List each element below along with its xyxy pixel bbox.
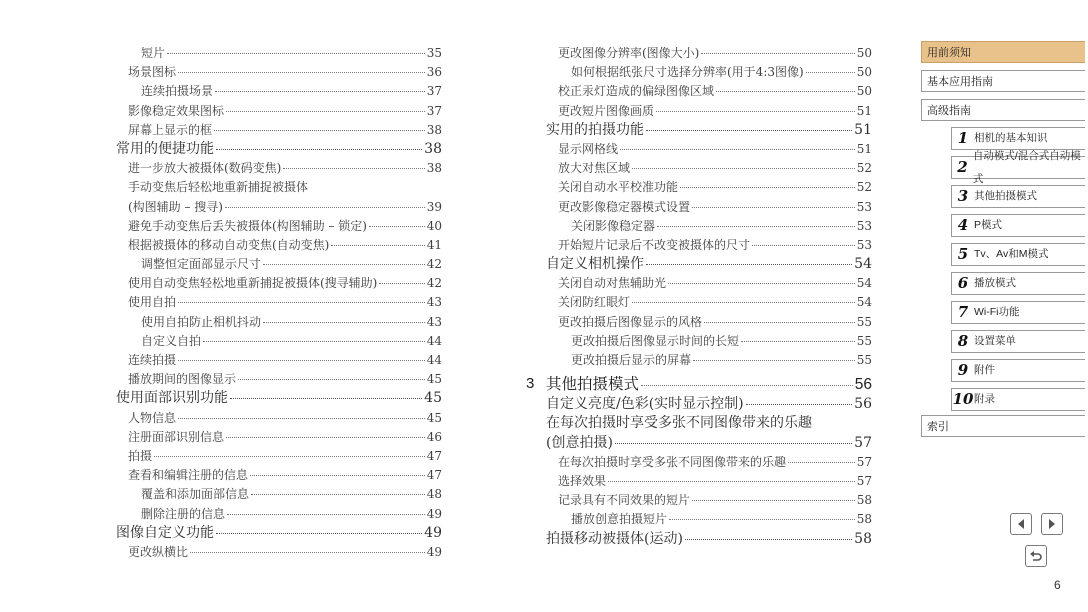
dot-leader xyxy=(752,245,855,246)
toc-entry-title: 实用的拍摄功能 xyxy=(546,121,644,138)
toc-entry-title: 播放创意拍摄短片 xyxy=(571,512,668,527)
toc-entry-page: 55 xyxy=(856,314,872,329)
toc-entry-title: 删除注册的信息 xyxy=(141,506,226,521)
toc-entry-page: 55 xyxy=(856,333,872,348)
toc-entry[interactable] xyxy=(546,63,872,82)
toc-entry[interactable] xyxy=(116,236,442,255)
toc-entry[interactable] xyxy=(546,491,872,510)
chapter-number: 10 xyxy=(952,390,974,408)
dot-leader xyxy=(615,443,852,444)
toc-entry-title: 影像稳定效果图标 xyxy=(128,103,225,118)
dot-leader xyxy=(632,302,855,303)
toc-entry[interactable] xyxy=(546,472,872,491)
toc-entry-page: 57 xyxy=(854,434,872,451)
toc-entry-title: 连续拍摄场景 xyxy=(141,84,214,99)
toc-entry[interactable] xyxy=(116,351,442,370)
sidebar-chapter-3[interactable] xyxy=(951,185,1085,208)
toc-entry[interactable] xyxy=(116,543,442,562)
toc-entry[interactable] xyxy=(116,178,442,197)
chapter-number: 6 xyxy=(957,274,969,292)
toc-entry-title: 更改拍摄后图像显示时间的长短 xyxy=(571,333,740,348)
toc-entry[interactable] xyxy=(116,447,442,466)
dot-leader xyxy=(646,130,852,131)
toc-entry-title: 进一步放大被摄体(数码变焦) xyxy=(128,161,282,176)
toc-entry[interactable] xyxy=(116,274,442,293)
arrow-left-icon xyxy=(1015,518,1027,530)
toc-entry-page: 49 xyxy=(426,544,442,559)
toc-entry-page: 38 xyxy=(424,140,442,157)
toc-entry-page: 54 xyxy=(856,295,872,310)
chapter-label: P模式 xyxy=(974,219,1003,231)
dot-leader xyxy=(238,379,425,380)
dot-leader xyxy=(283,168,424,169)
dot-leader xyxy=(669,519,855,520)
toc-entry[interactable] xyxy=(116,409,442,428)
dot-leader xyxy=(251,494,425,495)
toc-entry-page: 52 xyxy=(856,180,872,195)
dot-leader xyxy=(154,456,425,457)
dot-leader xyxy=(178,72,425,73)
toc-entry-page: 36 xyxy=(426,65,442,80)
toc-entry[interactable] xyxy=(116,44,442,63)
toc-entry-title: 其他拍摄模式 xyxy=(546,375,640,394)
chapter-number: 8 xyxy=(957,332,969,350)
toc-entry-page: 47 xyxy=(426,448,442,463)
toc-entry-page: 57 xyxy=(856,454,872,469)
chapter-label: 其他拍摄模式 xyxy=(974,190,1037,202)
toc-entry-page: 37 xyxy=(426,84,442,99)
dot-leader xyxy=(178,360,425,361)
sidebar-tab-label: 基本应用指南 xyxy=(927,76,993,88)
toc-entry-title: 屏幕上显示的框 xyxy=(128,122,213,137)
dot-leader xyxy=(250,475,425,476)
sidebar-tab-index[interactable] xyxy=(921,415,1085,437)
toc-entry-page: 47 xyxy=(426,468,442,483)
toc-entry-title: 记录具有不同效果的短片 xyxy=(558,493,691,508)
toc-entry[interactable] xyxy=(116,63,442,82)
toc-entry[interactable] xyxy=(116,332,442,351)
chapter-label: Wi-Fi功能 xyxy=(974,306,1020,318)
toc-entry-page: 57 xyxy=(856,473,872,488)
dot-leader xyxy=(226,437,425,438)
toc-entry-title: 在每次拍摄时享受多张不同图像带来的乐趣 xyxy=(546,415,812,432)
toc-entry-title: 更改拍摄后图像显示的风格 xyxy=(558,314,703,329)
dot-leader xyxy=(190,552,425,553)
sidebar-chapter-8[interactable] xyxy=(951,330,1085,353)
toc-entry-title: 更改影像稳定器模式设置 xyxy=(558,199,691,214)
dot-leader xyxy=(716,91,855,92)
toc-entry-title: 更改拍摄后显示的屏幕 xyxy=(571,353,692,367)
toc-entry[interactable] xyxy=(546,332,872,351)
toc-entry-page: 49 xyxy=(424,524,442,541)
toc-entry-title: 调整恒定面部显示尺寸 xyxy=(141,257,262,272)
toc-middle-column xyxy=(526,44,872,549)
toc-entry-page: 42 xyxy=(426,276,442,291)
dot-leader xyxy=(379,283,424,284)
toc-entry-title: 短片 xyxy=(141,46,166,60)
dot-leader xyxy=(806,72,855,73)
chapter-number: 3 xyxy=(526,375,535,393)
dot-leader xyxy=(788,462,855,463)
chapter-number: 9 xyxy=(957,361,969,379)
toc-entry-page: 58 xyxy=(854,530,872,547)
toc-entry-page: 38 xyxy=(426,161,442,176)
dot-leader xyxy=(216,533,422,534)
toc-entry-page: 45 xyxy=(424,390,442,407)
toc-entry-title: 避免手动变焦后丢失被摄体(构图辅助 – 锁定) xyxy=(128,218,367,233)
toc-entry-title: 自定义自拍 xyxy=(141,333,202,348)
toc-entry[interactable] xyxy=(546,274,872,293)
toc-entry[interactable] xyxy=(116,217,442,236)
toc-entry[interactable] xyxy=(546,530,872,549)
toc-entry[interactable] xyxy=(116,293,442,312)
chapter-number: 2 xyxy=(957,158,968,176)
toc-entry[interactable] xyxy=(546,313,872,332)
dot-leader xyxy=(214,130,425,131)
toc-entry[interactable] xyxy=(116,389,442,408)
toc-entry-page: 56 xyxy=(854,396,872,413)
chapter-label: 设置菜单 xyxy=(974,335,1016,347)
toc-entry-title: 关闭防红眼灯 xyxy=(558,295,631,310)
toc-entry-page: 49 xyxy=(426,506,442,521)
chapter-label: 播放模式 xyxy=(974,277,1016,289)
toc-entry-page: 43 xyxy=(426,314,442,329)
dot-leader xyxy=(701,53,854,54)
toc-entry-title: 如何根据纸张尺寸选择分辨率(用于4:3图像) xyxy=(571,65,804,80)
dot-leader xyxy=(608,481,855,482)
toc-entry-page: 50 xyxy=(856,65,872,80)
dot-leader xyxy=(369,226,425,227)
sidebar-tab-advanced-guide[interactable] xyxy=(921,99,1085,121)
toc-entry-title: 拍摄移动被摄体(运动) xyxy=(546,530,683,547)
toc-entry[interactable] xyxy=(546,82,872,101)
toc-entry-title: 查看和编辑注册的信息 xyxy=(128,468,249,483)
toc-entry-page: 44 xyxy=(426,353,442,367)
sidebar-chapter-4[interactable] xyxy=(951,214,1085,237)
toc-entry-page: 43 xyxy=(426,295,442,310)
toc-entry-title: 使用面部识别功能 xyxy=(116,390,228,407)
chapter-number: 3 xyxy=(957,187,969,205)
toc-entry[interactable] xyxy=(116,140,442,159)
dot-leader xyxy=(704,322,855,323)
dot-leader xyxy=(215,91,425,92)
toc-entry-title: 开始短片记录后不改变被摄体的尺寸 xyxy=(558,237,751,252)
toc-entry-title: 播放期间的图像显示 xyxy=(128,372,237,387)
next-page-button[interactable] xyxy=(1041,513,1063,535)
toc-entry-page: 54 xyxy=(856,276,872,291)
dot-leader xyxy=(230,398,422,399)
toc-entry[interactable] xyxy=(546,140,872,159)
dot-leader xyxy=(216,149,422,150)
sidebar-tab-label: 高级指南 xyxy=(927,105,971,117)
toc-entry-title: 人物信息 xyxy=(128,410,177,425)
chapter-label: 自动模式/混合式自动模式 xyxy=(972,149,1081,185)
page-number: 6 xyxy=(1054,578,1061,592)
dot-leader xyxy=(331,245,424,246)
chapter-label: 相机的基本知识 xyxy=(974,132,1048,144)
toc-entry-title: 覆盖和添加面部信息 xyxy=(141,487,250,502)
toc-entry-page: 55 xyxy=(856,353,872,367)
toc-entry[interactable] xyxy=(116,485,442,504)
toc-entry[interactable] xyxy=(116,524,442,543)
toc-entry-title: 更改纵横比 xyxy=(128,544,189,559)
toc-entry[interactable] xyxy=(116,466,442,485)
chapter-label: 附录 xyxy=(974,393,995,405)
toc-entry[interactable] xyxy=(546,44,872,63)
toc-entry-page: 38 xyxy=(426,122,442,137)
toc-entry[interactable] xyxy=(116,102,442,121)
toc-entry-title: 注册面部识别信息 xyxy=(128,429,225,444)
toc-entry-page: 51 xyxy=(856,141,872,156)
dot-leader xyxy=(167,53,425,54)
sidebar-chapter-9[interactable] xyxy=(951,359,1085,382)
toc-entry[interactable] xyxy=(546,121,872,140)
toc-entry[interactable] xyxy=(116,198,442,217)
toc-entry[interactable] xyxy=(546,236,872,255)
toc-entry-page: 58 xyxy=(856,493,872,508)
dot-leader xyxy=(632,168,855,169)
toc-entry-page: 35 xyxy=(426,46,442,60)
toc-entry-title: (构图辅助 – 搜寻) xyxy=(128,199,223,214)
toc-entry-page: 41 xyxy=(426,237,442,252)
toc-entry[interactable] xyxy=(116,505,442,524)
toc-entry-title: 校正汞灯造成的偏绿图像区域 xyxy=(558,84,715,99)
toc-entry[interactable] xyxy=(546,414,872,433)
toc-entry[interactable] xyxy=(546,217,872,236)
toc-entry-page: 44 xyxy=(426,333,442,348)
sidebar-tab-label: 用前须知 xyxy=(927,47,971,59)
dot-leader xyxy=(741,341,855,342)
toc-entry-title: 更改短片图像画质 xyxy=(558,103,655,118)
dot-leader xyxy=(641,385,853,386)
toc-entry-page: 46 xyxy=(426,429,442,444)
toc-entry[interactable] xyxy=(116,428,442,447)
dot-leader xyxy=(646,264,852,265)
toc-entry-page: 51 xyxy=(854,121,872,138)
toc-entry[interactable] xyxy=(116,121,442,140)
dot-leader xyxy=(178,418,425,419)
toc-entry-title: 更改图像分辨率(图像大小) xyxy=(558,46,700,60)
toc-entry-page: 53 xyxy=(856,218,872,233)
toc-entry[interactable] xyxy=(546,351,872,370)
toc-entry[interactable] xyxy=(116,255,442,274)
toc-entry[interactable] xyxy=(546,510,872,529)
sidebar-chapter-6[interactable] xyxy=(951,272,1085,295)
toc-entry[interactable] xyxy=(546,255,872,274)
prev-page-button[interactable] xyxy=(1010,513,1032,535)
toc-entry-title: 连续拍摄 xyxy=(128,353,177,367)
dot-leader xyxy=(692,500,855,501)
toc-entry-title: 自定义亮度/色彩(实时显示控制) xyxy=(546,396,744,413)
toc-entry-page: 45 xyxy=(426,410,442,425)
toc-entry[interactable] xyxy=(546,453,872,472)
chapter-number: 4 xyxy=(957,216,969,234)
toc-entry-title: 常用的便捷功能 xyxy=(116,140,214,157)
toc-entry[interactable] xyxy=(526,373,872,395)
toc-entry-page: 58 xyxy=(856,512,872,527)
sidebar-chapter-5[interactable] xyxy=(951,243,1085,266)
toc-entry-title: (创意拍摄) xyxy=(546,434,613,451)
dot-leader xyxy=(203,341,425,342)
toc-entry-page: 50 xyxy=(856,46,872,60)
sidebar-chapter-2[interactable] xyxy=(951,149,1085,185)
toc-entry-page: 50 xyxy=(856,84,872,99)
toc-entry-title: 关闭影像稳定器 xyxy=(571,218,656,233)
return-icon xyxy=(1029,549,1043,563)
sidebar-tab-basic-guide[interactable] xyxy=(921,70,1085,92)
toc-entry-title: 使用自拍 xyxy=(128,295,177,310)
toc-entry-title: 放大对焦区域 xyxy=(558,161,631,176)
dot-leader xyxy=(227,514,425,515)
toc-entry-page: 51 xyxy=(856,103,872,118)
dot-leader xyxy=(620,149,855,150)
sidebar-chapter-7[interactable] xyxy=(951,301,1085,324)
dot-leader xyxy=(178,302,425,303)
toc-entry[interactable] xyxy=(546,293,872,312)
toc-entry-title: 场景图标 xyxy=(128,65,177,80)
toc-entry-title: 关闭自动水平校准功能 xyxy=(558,180,679,195)
dot-leader xyxy=(685,539,852,540)
dot-leader xyxy=(668,283,855,284)
toc-entry[interactable] xyxy=(116,370,442,389)
chapter-number: 1 xyxy=(957,129,969,147)
toc-entry-title: 自定义相机操作 xyxy=(546,256,644,273)
toc-entry-page: 53 xyxy=(856,199,872,214)
toc-entry[interactable] xyxy=(116,159,442,178)
toc-entry-title: 选择效果 xyxy=(558,473,607,488)
sidebar-tab-before-use[interactable] xyxy=(921,41,1085,63)
toc-entry-page: 39 xyxy=(426,199,442,214)
chapter-number: 5 xyxy=(957,245,969,263)
chapter-label: 附件 xyxy=(974,364,995,376)
dot-leader xyxy=(746,404,853,405)
chapter-number: 7 xyxy=(957,303,969,321)
toc-entry-page: 42 xyxy=(426,257,442,272)
toc-entry-title: 手动变焦后轻松地重新捕捉被摄体 xyxy=(128,180,309,195)
toc-entry[interactable] xyxy=(546,102,872,121)
toc-entry-page: 45 xyxy=(426,372,442,387)
toc-entry-page: 52 xyxy=(856,161,872,176)
dot-leader xyxy=(263,322,425,323)
toc-entry-page: 37 xyxy=(426,103,442,118)
arrow-right-icon xyxy=(1046,518,1058,530)
toc-entry-page: 56 xyxy=(854,376,872,394)
dot-leader xyxy=(692,207,855,208)
toc-entry[interactable] xyxy=(116,313,442,332)
toc-entry-page: 53 xyxy=(856,237,872,252)
toc-entry-title: 在每次拍摄时享受多张不同图像带来的乐趣 xyxy=(558,454,787,469)
toc-entry[interactable] xyxy=(116,82,442,101)
toc-entry-page: 40 xyxy=(426,218,442,233)
toc-entry[interactable] xyxy=(546,395,872,414)
toc-entry-title: 显示网格线 xyxy=(558,141,619,156)
dot-leader xyxy=(226,111,425,112)
toc-left-column xyxy=(116,44,442,562)
return-button[interactable] xyxy=(1025,545,1047,567)
sidebar-tab-label: 索引 xyxy=(927,421,949,433)
toc-entry[interactable] xyxy=(546,198,872,217)
dot-leader xyxy=(657,226,855,227)
dot-leader xyxy=(693,360,855,361)
chapter-label: Tv、Av和M模式 xyxy=(974,248,1049,260)
toc-entry-page: 48 xyxy=(426,487,442,502)
toc-entry-title: 使用自动变焦轻松地重新捕捉被摄体(搜寻辅助) xyxy=(128,276,378,291)
dot-leader xyxy=(656,111,855,112)
toc-entry[interactable] xyxy=(546,178,872,197)
toc-entry-title: 根据被摄体的移动自动变焦(自动变焦) xyxy=(128,237,330,252)
toc-entry[interactable] xyxy=(546,159,872,178)
sidebar-chapter-10[interactable] xyxy=(951,388,1085,411)
dot-leader xyxy=(263,264,425,265)
toc-entry-title: 图像自定义功能 xyxy=(116,524,214,541)
toc-entry-title: 关闭自动对焦辅助光 xyxy=(558,276,667,291)
toc-entry-title: 拍摄 xyxy=(128,448,153,463)
toc-entry[interactable] xyxy=(546,434,872,453)
toc-entry-page: 54 xyxy=(854,256,872,273)
toc-entry-title: 使用自拍防止相机抖动 xyxy=(141,314,262,329)
dot-leader xyxy=(225,207,425,208)
dot-leader xyxy=(680,187,855,188)
